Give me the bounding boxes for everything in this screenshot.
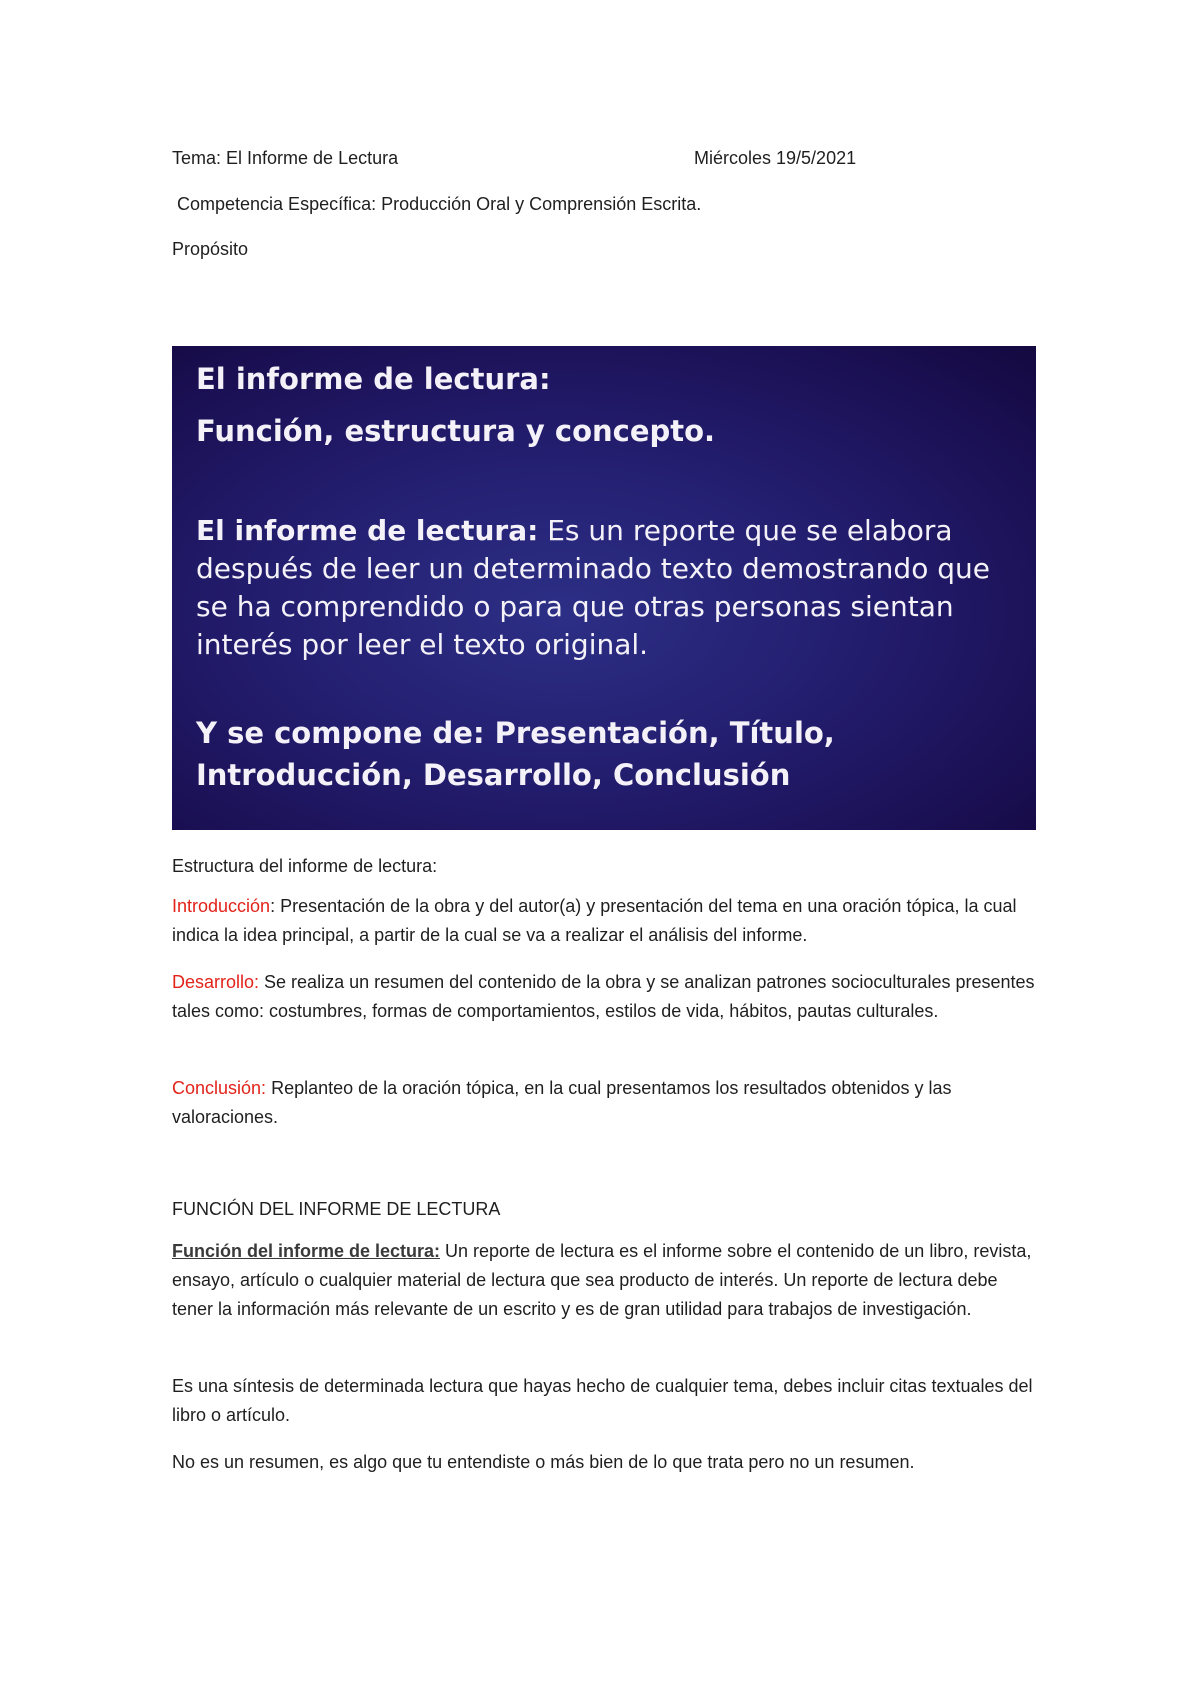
development-text: Se realiza un resumen del contenido de la obra y se analizan patrones socioculturales presentes tales como: costumbres, formas de comportamientos, estilos de vida, hábitos, pautas culturales.	[172, 972, 1035, 1021]
slide-definition-label: El informe de lectura:	[196, 514, 539, 547]
slide-composition: Y se compone de: Presentación, Título, Introducción, Desarrollo, Conclusión	[196, 716, 835, 792]
introduction-paragraph	[172, 892, 1042, 950]
slide-title: El informe de lectura:	[196, 362, 551, 396]
purpose-line: Propósito	[172, 239, 249, 259]
structure-heading: Estructura del informe de lectura:	[172, 856, 438, 876]
date-line: Miércoles 19/5/2021	[694, 148, 857, 168]
development-paragraph	[172, 968, 1042, 1026]
slide-definition-text: Es un reporte que se elabora después de leer un determinado texto demostrando que se ha comprendido o para que otras personas sientan interés por leer el texto original.	[196, 514, 990, 661]
introduction-text: : Presentación de la obra y del autor(a) y presentación del tema en una oración tópica, la cual indica la idea principal, a partir de la cual se va a realizar el análisis del informe.	[172, 896, 1017, 945]
function-text: Un reporte de lectura es el informe sobre el contenido de un libro, revista, ensayo, artículo o cualquier material de lectura que sea producto de interés. Un reporte de lectura debe tener la información más relevante de un escrito y es de gran utilidad para trabajos de investigación.	[172, 1241, 1032, 1319]
conclusion-label: Conclusión:	[172, 1078, 267, 1098]
synthesis-paragraph: Es una síntesis de determinada lectura que hayas hecho de cualquier tema, debes incluir citas textuales del libro o artículo.	[172, 1376, 1033, 1425]
slide-definition	[196, 512, 1016, 664]
slide-image	[172, 346, 1036, 830]
function-paragraph	[172, 1237, 1042, 1324]
conclusion-text: Replanteo de la oración tópica, en la cual presentamos los resultados obtenidos y las valoraciones.	[172, 1078, 952, 1127]
topic-line: Tema: El Informe de Lectura	[172, 148, 399, 168]
function-heading: FUNCIÓN DEL INFORME DE LECTURA	[172, 1199, 501, 1219]
competence-line: Competencia Específica: Producción Oral y Comprensión Escrita.	[177, 194, 702, 214]
development-label: Desarrollo:	[172, 972, 260, 992]
not-summary-paragraph: No es un resumen, es algo que tu entendiste o más bien de lo que trata pero no un resumen.	[172, 1452, 915, 1472]
function-label: Función del informe de lectura:	[172, 1241, 441, 1261]
slide-subtitle: Función, estructura y concepto.	[196, 414, 716, 448]
introduction-label: Introducción	[172, 896, 271, 916]
conclusion-paragraph	[172, 1074, 1042, 1132]
